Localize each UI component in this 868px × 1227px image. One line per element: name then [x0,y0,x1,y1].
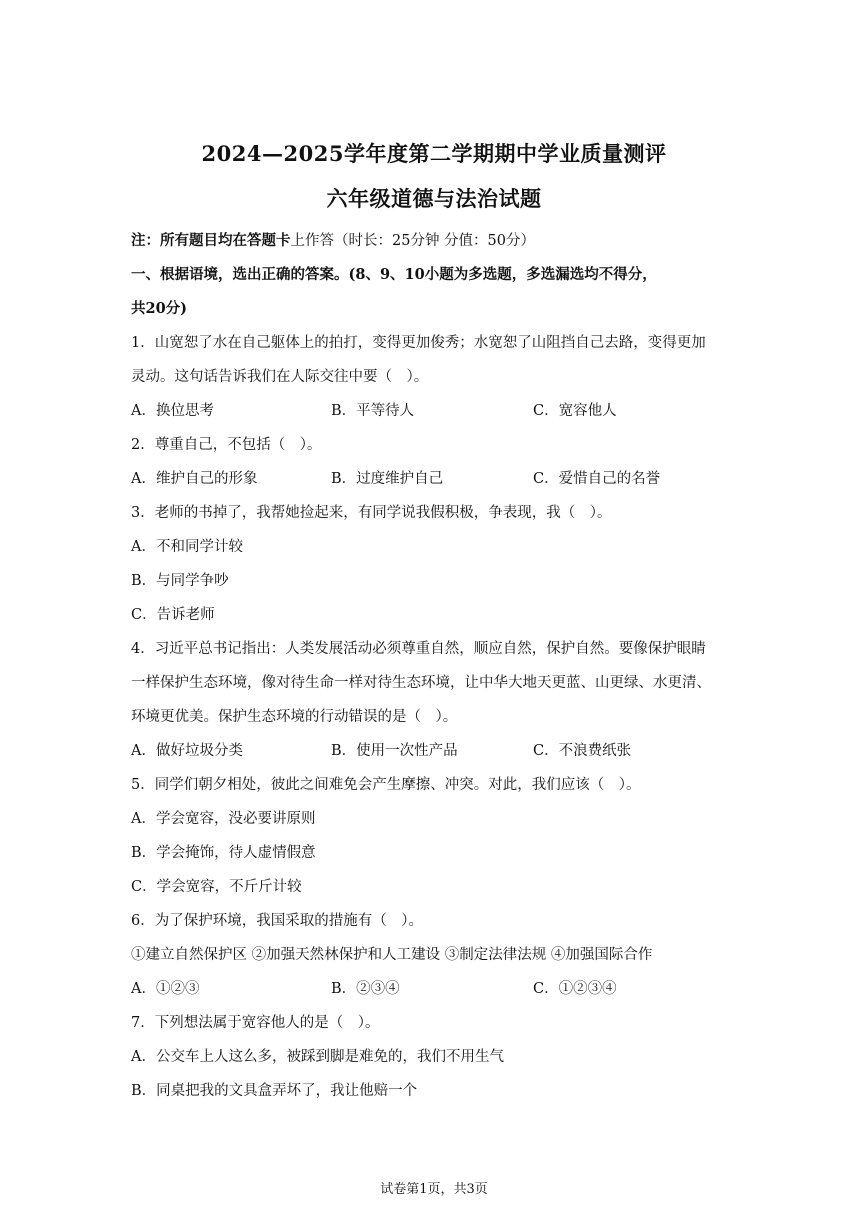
option-a: A．学会宽容，没必要讲原则 [131,811,316,827]
option-c: C．不浪费纸张 [533,743,632,759]
question-6-stem: 6．为了保护环境，我国采取的措施有（ ）。 [131,913,423,929]
section-heading-cont: 共20分) [131,300,188,317]
option-c: C．①②③④ [533,981,617,997]
question-4-options [131,734,751,768]
question-3-stem: 3．老师的书掉了，我帮她捡起来，有同学说我假积极，争表现，我（ ）。 [131,505,612,521]
option-b: B．过度维护自己 [331,471,444,487]
question-6-measures: ①建立自然保护区 ②加强天然林保护和人工建设 ③制定法律法规 ④加强国际合作 [131,947,653,963]
option-c: C．学会宽容，不斤斤计较 [131,879,302,895]
option-a: A．①②③ [131,981,200,997]
option-a: A．维护自己的形象 [131,471,258,487]
question-1-options [131,394,751,428]
question-5-stem: 5．同学们朝夕相处，彼此之间难免会产生摩擦、冲突。对此，我们应该（ ）。 [131,777,641,793]
question-4-stem-cont: 一样保护生态环境，像对待生命一样对待生态环境，让中华大地天更蓝、山更绿、水更清、 [131,675,711,691]
option-c: C．告诉老师 [131,607,215,623]
option-c: C．宽容他人 [533,403,617,419]
option-b: B．平等待人 [331,403,415,419]
option-b: B．同桌把我的文具盒弄坏了，我让他赔一个 [131,1083,418,1099]
option-a: A．不和同学计较 [131,539,243,555]
exam-subtitle: 六年级道德与法治试题 [326,186,542,211]
exam-content [131,224,751,1108]
option-c: C．爱惜自己的名誉 [533,471,661,487]
notice-bold-text: 注：所有题目均在答题卡 [131,232,291,249]
section-heading: 一、根据语境，选出正确的答案。(8、9、10小题为多选题，多选漏选均不得分， [131,266,657,283]
question-4-stem-cont: 环境更优美。保护生态环境的行动错误的是（ ）。 [131,709,458,725]
exam-title: 2024—2025学年度第二学期期中学业质量测评 [201,141,667,166]
option-b: B．学会掩饰，待人虚情假意 [131,845,316,861]
question-2-options [131,462,751,496]
option-a: A．做好垃圾分类 [131,743,243,759]
question-7-stem: 7．下列想法属于宽容他人的是（ ）。 [131,1015,380,1031]
option-b: B．②③④ [331,981,400,997]
notice-rest-text: 上作答（时长：25分钟 分值：50分） [290,233,536,249]
option-a: A．公交车上人这么多，被踩到脚是难免的，我们不用生气 [131,1049,504,1065]
question-6-options [131,972,751,1006]
question-1-stem-cont: 灵动。这句话告诉我们在人际交往中要（ ）。 [131,369,429,385]
option-a: A．换位思考 [131,403,214,419]
option-b: B．与同学争吵 [131,573,229,589]
notice-line [131,224,751,258]
question-1-stem: 1．山宽恕了水在自己躯体上的拍打，变得更加俊秀；水宽恕了山阻挡自己去路，变得更加 [131,335,706,351]
question-2-stem: 2．尊重自己，不包括（ ）。 [131,437,322,453]
question-4-stem: 4．习近平总书记指出：人类发展活动必须尊重自然，顺应自然，保护自然。要像保护眼睛 [131,641,706,657]
option-b: B．使用一次性产品 [331,743,458,759]
page-footer: 试卷第1页，共3页 [380,1182,488,1197]
